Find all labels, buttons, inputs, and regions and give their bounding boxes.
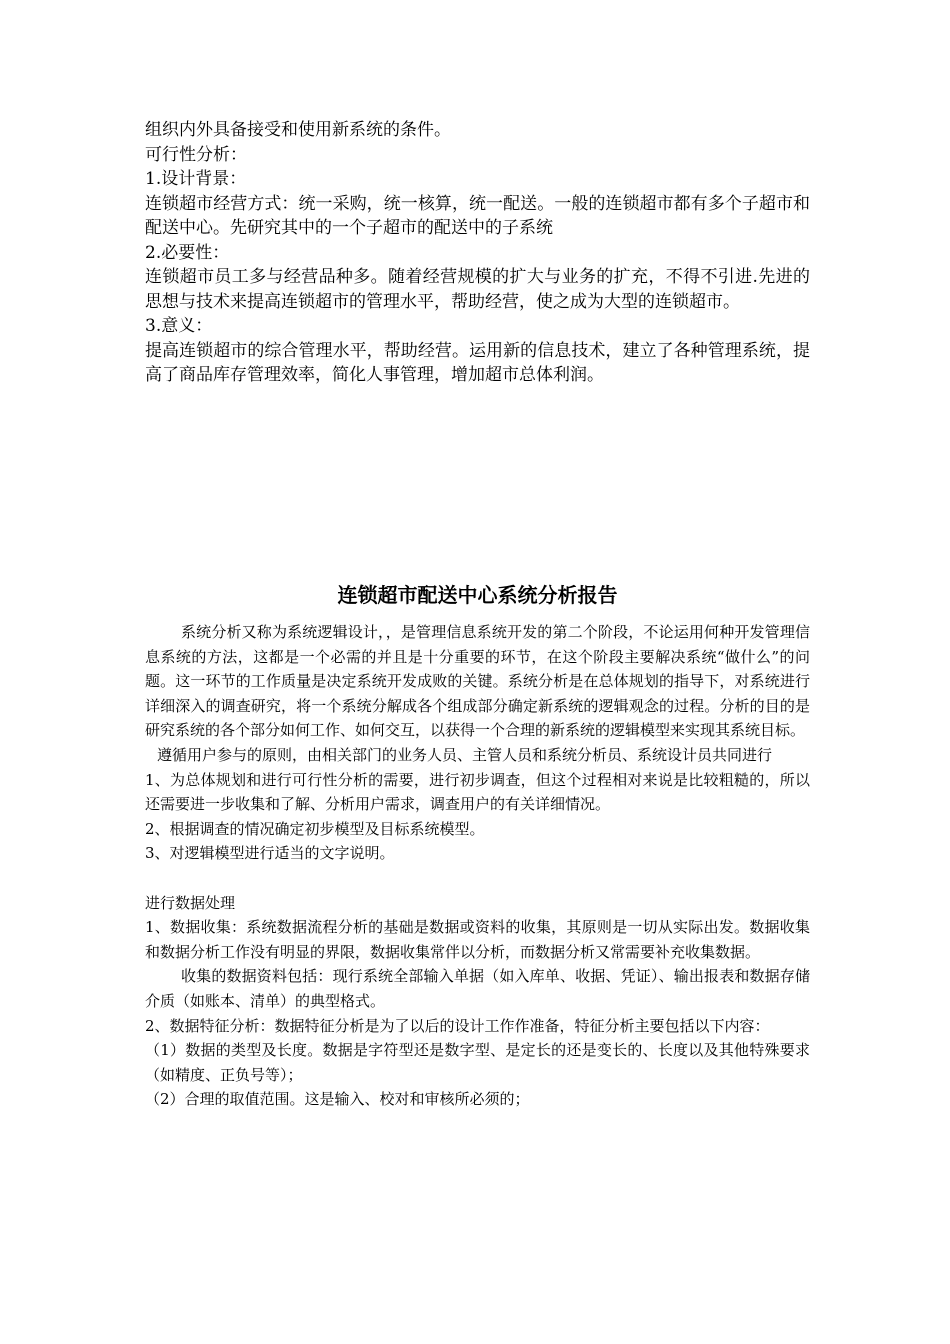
feasibility-heading: 可行性分析：: [145, 144, 247, 165]
meaning-heading: 3.意义：: [145, 316, 213, 336]
intro-line: 组织内外具备接受和使用新系统的条件。: [145, 120, 451, 140]
step-3: 3、对逻辑模型进行适当的文字说明。: [145, 844, 395, 863]
definition-paragraph: 系统分析又称为系统逻辑设计，，是管理信息系统开发的第二个阶段，不论运用何种开发管理信息系统的方法，这都是一个必需的并且是十分重要的环节，在这个阶段主要解决系统“做什么”的问题。这一环节的工作质量是决定系统开发成败的关键。系统分析是在总体规划的指导下，对系统进行详细深入的调查研究，将一个系统分解成各个组成部分确定新系统的逻辑观念的过程。分析的目的是研究系统的各个部分如何工作、如何交互，以获得一个合理的新系统的逻辑模型来实现其系统目标。: [145, 623, 810, 740]
report-body: [145, 620, 810, 1112]
data-processing-heading: 进行数据处理: [145, 893, 236, 912]
necessity-heading: 2.必要性：: [145, 242, 230, 263]
design-background-heading: 1.设计背景：: [145, 169, 247, 189]
blank-line: [145, 866, 810, 891]
data-features-paragraph: 2、数据特征分析：数据特征分析是为了以后的设计工作作准备，特征分析主要包括以下内容：: [145, 1016, 770, 1035]
design-background-text: 连锁超市经营方式：统一采购，统一核算，统一配送。一般的连锁超市都有多个子超市和配送中心。先研究其中的一个子超市的配送中的子系统: [145, 193, 810, 238]
step-1: 1、为总体规划和进行可行性分析的需要，进行初步调查，但这个过程相对来说是比较粗糙的，所以还需要进一步收集和了解、分析用户需求，调查用户的有关详细情况。: [145, 770, 810, 814]
step-2: 2、根据调查的情况确定初步模型及目标系统模型。: [145, 819, 485, 838]
feature-1: （1）数据的类型及长度。数据是字符型还是数字型、是定长的还是变长的、长度以及其他特殊要求（如精度、正负号等）；: [145, 1041, 810, 1084]
report-title: 连锁超市配送中心系统分析报告: [337, 583, 618, 607]
feasibility-section: [145, 118, 810, 388]
meaning-text: 提高连锁超市的综合管理水平，帮助经营。运用新的信息技术，建立了各种管理系统，提高了商品库存管理效率，简化人事管理，增加超市总体利润。: [145, 340, 810, 385]
collected-data-paragraph: 收集的数据资料包括：现行系统全部输入单据（如入库单、收据、凭证）、输出报表和数据存储介质（如账本、清单）的典型格式。: [145, 967, 810, 1010]
necessity-text: 连锁超市员工多与经营品种多。随着经营规模的扩大与业务的扩充，不得不引进.先进的思想与技术来提高连锁超市的管理水平，帮助经营，使之成为大型的连锁超市。: [145, 267, 810, 312]
principle-paragraph: 遵循用户参与的原则，由相关部门的业务人员、主管人员和系统分析员、系统设计员共同进行: [157, 745, 773, 764]
feature-2: （2）合理的取值范围。这是输入、校对和审核所必须的；: [145, 1090, 530, 1109]
data-collection-paragraph: 1、数据收集：系统数据流程分析的基础是数据或资料的收集，其原则是一切从实际出发。数据收集和数据分析工作没有明显的界限，数据收集常伴以分析，而数据分析又常需要补充收集数据。: [145, 918, 810, 961]
